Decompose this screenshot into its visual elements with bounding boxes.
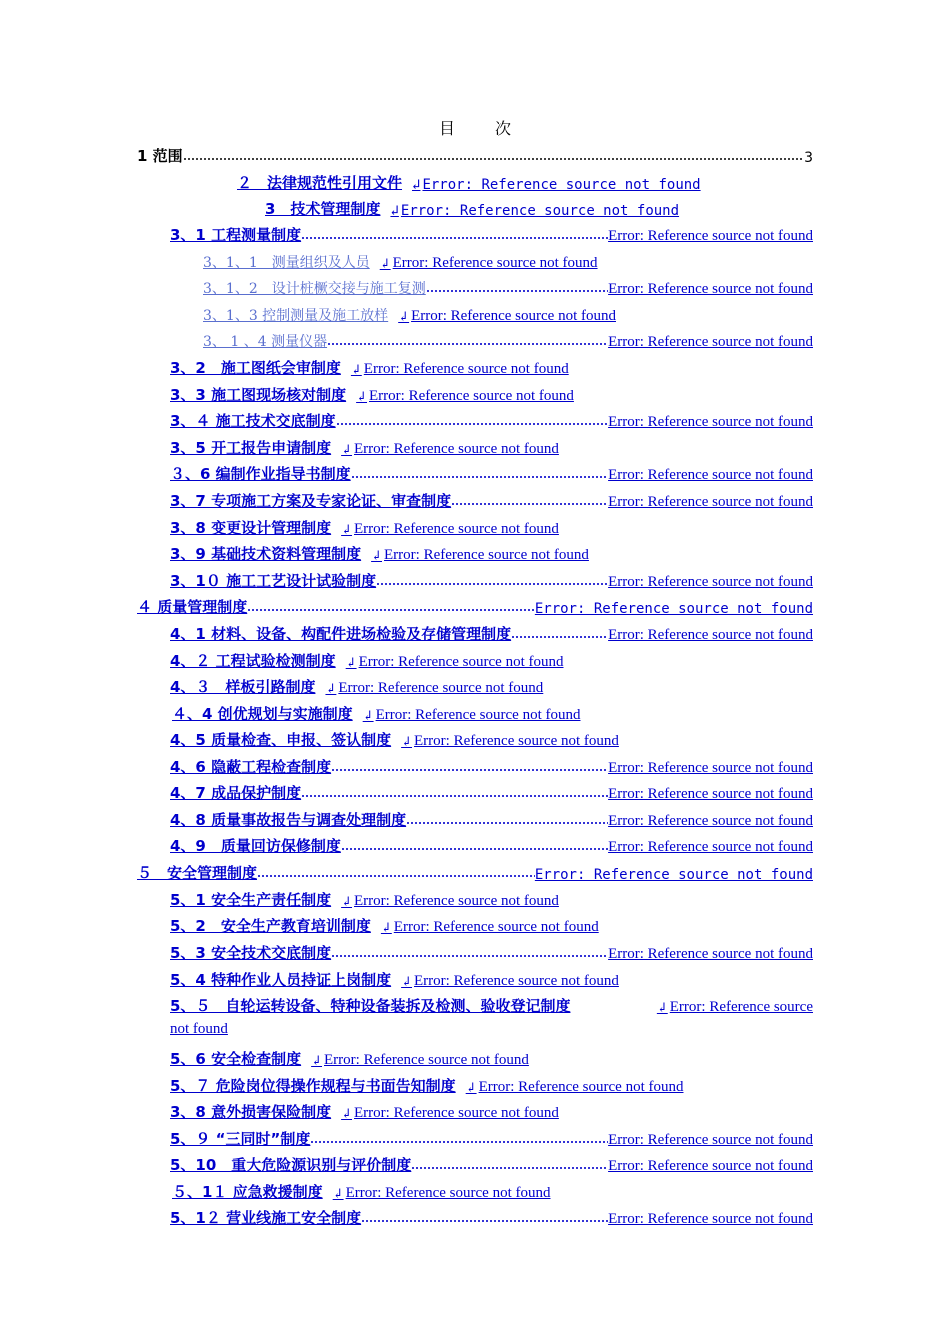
- toc-entry[interactable]: [170, 620, 813, 644]
- toc-entry-page: Error: Reference source not found: [608, 281, 813, 297]
- toc-entry[interactable]: [170, 1204, 813, 1228]
- toc-leader-dots: [361, 1209, 608, 1225]
- toc-entry-label: 1 范围: [137, 147, 183, 165]
- toc-entry-label: 4、6 隐蔽工程检查制度: [170, 758, 332, 776]
- toc-entry[interactable]: [170, 1072, 684, 1096]
- toc-leader-dots: [301, 226, 608, 242]
- toc-entry[interactable]: [265, 195, 679, 219]
- toc-entry[interactable]: [137, 593, 813, 617]
- toc-entry[interactable]: [203, 301, 616, 325]
- field-arrow-icon: ↲: [341, 443, 353, 458]
- toc-leader-dots: [336, 412, 608, 428]
- toc-entry[interactable]: [170, 540, 589, 564]
- toc-entry-label: 5、５ 自轮运转设备、特种设备装拆及检测、验收登记制度: [170, 997, 571, 1015]
- field-arrow-icon: ↲: [341, 523, 353, 538]
- toc-entry[interactable]: [170, 354, 569, 378]
- field-arrow-icon: ↲: [398, 310, 410, 325]
- toc-entry-page: Error: Reference source not found: [608, 574, 813, 590]
- field-arrow-icon: ↲: [371, 549, 383, 564]
- toc-entry-label: 4、8 质量事故报告与调查处理制度: [170, 811, 407, 829]
- toc-entry[interactable]: [237, 169, 701, 193]
- toc-entry-page: Error: Reference source not found: [354, 521, 559, 537]
- toc-entry-page: Error: Reference source not found: [422, 177, 701, 193]
- toc-entry-page: Error: Reference source not found: [608, 839, 813, 855]
- field-arrow-icon: ↲: [401, 735, 413, 750]
- toc-leader-dots: [301, 784, 608, 800]
- toc-entry[interactable]: [170, 487, 813, 511]
- toc-entry[interactable]: [170, 1125, 813, 1149]
- toc-entry-label: 3、9 基础技术资料管理制度: [170, 545, 362, 563]
- toc-entry-page: Error: Reference source not found: [345, 1185, 551, 1201]
- field-arrow-icon: ↲: [325, 682, 337, 697]
- toc-entry[interactable]: [170, 992, 813, 1016]
- toc-entry[interactable]: [203, 327, 813, 351]
- toc-entry-label: 5、1２ 营业线施工安全制度: [170, 1209, 362, 1227]
- toc-entry-page: Error: Reference source not found: [358, 654, 564, 670]
- toc-leader-dots: [451, 492, 608, 508]
- toc-entry[interactable]: [170, 221, 813, 245]
- toc-leader-dots: [183, 147, 804, 163]
- toc-entry-page: Error: Reference source not found: [608, 1132, 813, 1148]
- toc-entry[interactable]: [172, 700, 581, 724]
- toc-entry[interactable]: [170, 966, 619, 990]
- toc-entry-page: Error: Reference source not found: [384, 547, 589, 563]
- toc-entry-page: Error: Reference source not found: [414, 733, 619, 749]
- field-arrow-icon: ↲: [362, 709, 374, 724]
- toc-leader-dots: [351, 465, 608, 481]
- toc-entry[interactable]: [170, 1045, 529, 1069]
- toc-entry-label: 3、1、3 控制测量及施工放样: [203, 308, 389, 324]
- field-arrow-icon: ↲: [311, 1054, 323, 1069]
- toc-entry-page: Error: Reference source not found: [354, 1105, 559, 1121]
- toc-entry[interactable]: [170, 726, 619, 750]
- toc-entry-page: Error: Reference source not found: [608, 813, 813, 829]
- toc-entry-page-continued[interactable]: not found: [170, 1021, 228, 1037]
- toc-entry-label: 4、7 成品保护制度: [170, 784, 302, 802]
- toc-leader-dots: [257, 864, 535, 880]
- toc-entry-label: ４ 质量管理制度: [137, 598, 248, 616]
- toc-entry-page: Error: Reference source not found: [534, 601, 813, 617]
- toc-entry[interactable]: [137, 142, 813, 166]
- field-arrow-icon: ↲: [412, 177, 421, 193]
- field-arrow-icon: ↲: [380, 921, 392, 936]
- toc-entry-page: Error: Reference source not found: [608, 760, 813, 776]
- toc-entry-page: Error: Reference source not found: [608, 414, 813, 430]
- toc-entry-page: Error: Reference source not found: [363, 361, 569, 377]
- field-arrow-icon: ↲: [332, 1187, 344, 1202]
- toc-entry[interactable]: [137, 859, 813, 883]
- toc-entry[interactable]: [203, 248, 598, 272]
- toc-entry-label: 3、1０ 施工工艺设计试验制度: [170, 572, 377, 590]
- toc-entry-label: 5、10 重大危险源识别与评价制度: [170, 1156, 412, 1174]
- toc-entry-label: 5、6 安全检查制度: [170, 1050, 302, 1068]
- toc-entry-label: 5、3 安全技术交底制度: [170, 944, 332, 962]
- toc-entry[interactable]: [170, 673, 543, 697]
- toc-leader-dots: [331, 758, 608, 774]
- toc-entry-page: Error: Reference source not found: [608, 228, 813, 244]
- toc-entry-label: 3、8 意外损害保险制度: [170, 1103, 332, 1121]
- toc-entry-label: 4、5 质量检查、申报、签认制度: [170, 731, 392, 749]
- toc-entry-label: 3、1、1 测量组织及人员: [203, 255, 370, 271]
- toc-entry[interactable]: [170, 832, 813, 856]
- toc-entry[interactable]: [170, 567, 813, 591]
- toc-entry-page: Error: Reference source not found: [354, 441, 559, 457]
- toc-entry-page: Error: Reference source not found: [608, 786, 813, 802]
- field-arrow-icon: ↲: [390, 203, 399, 219]
- toc-entry-label: 3、8 变更设计管理制度: [170, 519, 332, 537]
- toc-entry-label: 5、2 安全生产教育培训制度: [170, 917, 371, 935]
- toc-entry-page: Error: Reference source not found: [608, 627, 813, 643]
- toc-entry-label: 3、5 开工报告申请制度: [170, 439, 332, 457]
- toc-entry-page: Error: Reference source not found: [534, 867, 813, 883]
- field-arrow-icon: ↲: [401, 975, 413, 990]
- field-arrow-icon: ↲: [356, 390, 368, 405]
- toc-entry-page: Error: Reference source not found: [608, 467, 813, 483]
- toc-title: [0, 116, 950, 139]
- toc-entry[interactable]: [170, 779, 813, 803]
- toc-entry-page: Error: Reference source not found: [414, 973, 619, 989]
- toc-leader-dots: [411, 1156, 608, 1172]
- toc-entry-label: 3、7 专项施工方案及专家论证、审查制度: [170, 492, 452, 510]
- toc-entry-page: Error: Reference source not found: [369, 388, 574, 404]
- toc-entry-label: ４、4 创优规划与实施制度: [172, 705, 353, 723]
- toc-entry-label: 5、９ “三同时”制度: [170, 1130, 311, 1148]
- toc-entry[interactable]: [170, 514, 559, 538]
- toc-entry-label: ５、1１ 应急救援制度: [172, 1183, 323, 1201]
- toc-entry-label: 3、４ 施工技术交底制度: [170, 412, 336, 430]
- toc-entry-label: 4、３ 样板引路制度: [170, 678, 316, 696]
- field-arrow-icon: ↲: [345, 656, 357, 671]
- toc-entry[interactable]: [170, 912, 599, 936]
- toc-entry-label: 5、７ 危险岗位得操作规程与书面告知制度: [170, 1077, 456, 1095]
- toc-leader-dots: [426, 279, 608, 295]
- toc-entry-page: Error: Reference source not found: [411, 308, 616, 324]
- toc-entry[interactable]: [170, 381, 574, 405]
- toc-entry[interactable]: [170, 806, 813, 830]
- toc-entry[interactable]: [170, 407, 813, 431]
- toc-entry[interactable]: [170, 647, 564, 671]
- toc-entry-page: Error: Reference source not found: [478, 1079, 684, 1095]
- toc-entry[interactable]: [170, 460, 813, 484]
- field-arrow-icon: ↲: [350, 363, 362, 378]
- toc-entry-page: Error: Reference source not found: [375, 707, 581, 723]
- toc-entry-page: Error: Reference source not found: [608, 1211, 813, 1227]
- toc-entry[interactable]: [170, 939, 813, 963]
- toc-leader-dots: [406, 811, 608, 827]
- toc-entry[interactable]: [172, 1178, 551, 1202]
- toc-entry-label: 4、1 材料、设备、构配件进场检验及存储管理制度: [170, 625, 512, 643]
- field-arrow-icon: ↲: [656, 1001, 668, 1016]
- field-arrow-icon: ↲: [341, 895, 353, 910]
- toc-entry-label: ５ 安全管理制度: [137, 864, 258, 882]
- toc-title-part1: 目: [438, 119, 455, 138]
- toc-entry[interactable]: [203, 274, 813, 298]
- toc-leader-dots: [310, 1130, 608, 1146]
- toc-entry-label: 3、1 工程测量制度: [170, 226, 302, 244]
- toc-entry-label: 3、2 施工图纸会审制度: [170, 359, 341, 377]
- toc-entry[interactable]: [170, 753, 813, 777]
- toc-entry[interactable]: [170, 1098, 559, 1122]
- field-arrow-icon: ↲: [379, 257, 391, 272]
- toc-entry-label: 4、9 质量回访保修制度: [170, 837, 341, 855]
- toc-entry-label: 5、1 安全生产责任制度: [170, 891, 332, 909]
- toc-entry-label: 5、4 特种作业人员持证上岗制度: [170, 971, 392, 989]
- toc-entry[interactable]: [170, 1151, 813, 1175]
- field-arrow-icon: ↲: [465, 1081, 477, 1096]
- toc-entry-label: 3、 1 、4 测量仪器: [203, 334, 328, 350]
- toc-entry[interactable]: [170, 434, 559, 458]
- toc-entry-page: Error: Reference source: [669, 999, 813, 1015]
- toc-leader-dots: [341, 837, 608, 853]
- toc-entry-page: Error: Reference source not found: [338, 680, 544, 696]
- toc-entry-page: Error: Reference source not found: [608, 946, 813, 962]
- toc-entry[interactable]: [170, 886, 559, 910]
- toc-entry-label: 3 技术管理制度: [265, 200, 381, 218]
- toc-entry-page: 3: [804, 150, 813, 166]
- toc-entry-page: Error: Reference source not found: [608, 494, 813, 510]
- toc-entry-page: Error: Reference source not found: [608, 334, 813, 350]
- toc-entry-label: 3、1、2 设计桩橛交接与施工复测: [203, 281, 426, 297]
- toc-entry-page: Error: Reference source not found: [608, 1158, 813, 1174]
- toc-leader-dots: [331, 944, 608, 960]
- toc-entry-label: ３、6 编制作业指导书制度: [170, 465, 351, 483]
- toc-entry-page: Error: Reference source not found: [400, 203, 680, 219]
- toc-leader-dots: [327, 332, 608, 348]
- toc-entry-page: Error: Reference source not found: [393, 919, 599, 935]
- toc-entry-page: Error: Reference source not found: [324, 1052, 529, 1068]
- toc-leader-dots: [376, 572, 608, 588]
- toc-entry-page: Error: Reference source not found: [392, 255, 598, 271]
- toc-entry-label: 3、3 施工图现场核对制度: [170, 386, 347, 404]
- toc-entry-label: ２ 法律规范性引用文件: [237, 174, 403, 192]
- field-arrow-icon: ↲: [341, 1107, 353, 1122]
- toc-leader-dots: [511, 625, 608, 641]
- toc-entry-page: Error: Reference source not found: [354, 893, 559, 909]
- toc-leader-dots: [247, 598, 535, 614]
- toc-title-part2: 次: [495, 119, 512, 138]
- toc-entry-label: 4、２ 工程试验检测制度: [170, 652, 336, 670]
